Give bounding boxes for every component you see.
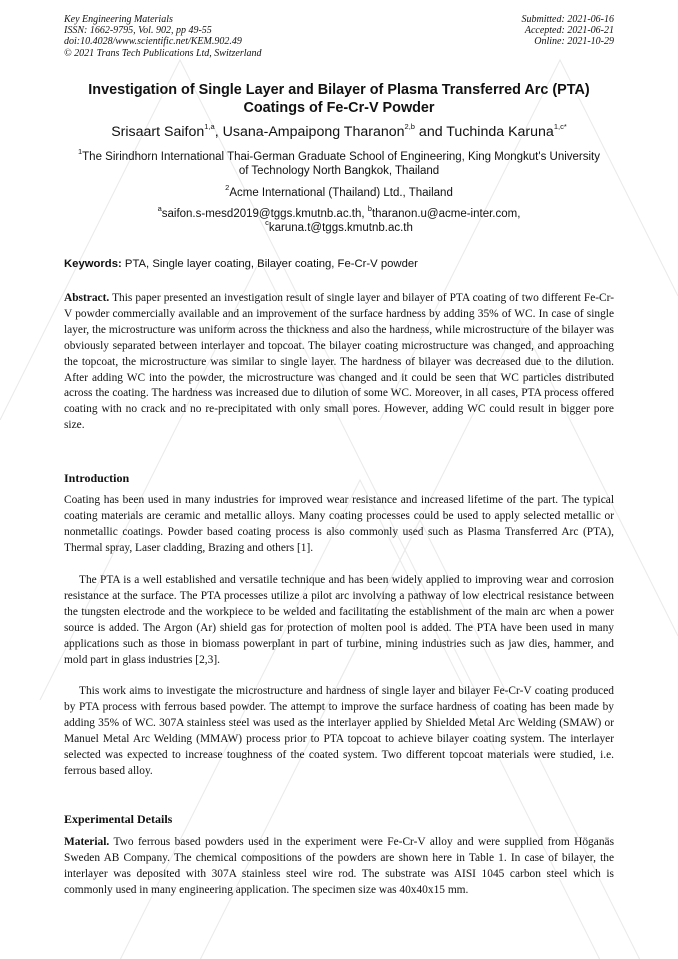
keywords bbox=[64, 257, 614, 271]
author-name: Usana-Ampaipong Tharanon bbox=[222, 124, 405, 140]
affiliation-1 bbox=[74, 147, 604, 178]
author-separator: , bbox=[214, 124, 223, 140]
journal-header bbox=[64, 14, 364, 59]
keywords-label: Keywords: bbox=[64, 258, 122, 270]
author-name: Srisaart Saifon bbox=[111, 124, 205, 140]
doi-link[interactable]: doi:10.4028/www.scientific.net/KEM.902.49 bbox=[64, 36, 242, 48]
author-and: and bbox=[414, 124, 447, 140]
email-link[interactable]: tharanon.u@acme-inter.com, bbox=[371, 208, 521, 220]
email-link[interactable]: karuna.t@tggs.kmutnb.ac.th bbox=[268, 222, 413, 234]
introduction-heading: Introduction bbox=[64, 471, 130, 485]
abstract-label: Abstract. bbox=[64, 292, 110, 304]
email-sup: a bbox=[157, 204, 162, 214]
issn-line: ISSN: 1662-9795, Vol. 902, pp 49-55 bbox=[64, 25, 212, 37]
material-label: Material. bbox=[64, 836, 110, 848]
author-sup: 2,b bbox=[404, 122, 415, 132]
journal-name: Key Engineering Materials bbox=[64, 14, 173, 25]
accepted-date: Accepted: 2021-06-21 bbox=[524, 25, 614, 37]
intro-paragraph-1: Coating has been used in many industries for improved wear resistance and increased lifetime of the part. The typical coating materials are ceramic and metallic alloys. Many coating processes could be used to apply selected metallic or nonmetallic coatings. Powder based coating process is also commonly used such as Plasma Transferred Arc (PTA), Thermal spray, Laser cladding, Brazing and others [1]. bbox=[64, 494, 614, 554]
author-sup: 1,a bbox=[204, 122, 215, 132]
author-emails bbox=[74, 204, 604, 235]
email-sup: c bbox=[265, 218, 269, 228]
abstract bbox=[64, 291, 614, 434]
abstract-text: This paper presented an investigation result of single layer and bilayer of PTA coating of two different Fe-Cr-V powder commercially available and an improvement of the surface hardness by adding 35% of WC. In case of single layer, the microstructure was uniform across the thickness and also the hardness, while microstructure of the bilayer was obviously separated between interlayer and topcoat. The bilayer coating microstructure was changed, and approaching the topcoat, the microstructure was similar to single layer. The hardness of bilayer was decreased due to the dilution. After adding WC into the powder, the microstructure was changed and it could be seen that WC particles distributed across the coating. The hardness was increased due to dilution of some WC. Moreover, in all cases, PTA process offered coating with no crack and no re-precipitated with only small pores. However, adding WC could result in bigger pore size. bbox=[64, 292, 614, 432]
affiliation-text: The Sirindhorn International Thai-German Graduate School of Engineering, King Mongkut's University of Technology North Bangkok, Thailand bbox=[82, 151, 600, 177]
keywords-text: PTA, Single layer coating, Bilayer coating, Fe-Cr-V powder bbox=[121, 258, 418, 270]
author-list bbox=[64, 124, 614, 140]
email-link[interactable]: saifon.s-mesd2019@tggs.kmutnb.ac.th, bbox=[161, 208, 368, 220]
affiliation-text: Acme International (Thailand) Ltd., Thailand bbox=[229, 187, 453, 199]
affiliation-2 bbox=[74, 183, 604, 200]
intro-paragraph-3: This work aims to investigate the microstructure and hardness of single layer and bilayer Fe-Cr-V coating produced by PTA process with ferrous based powder. The attempt to improve the surface hardness of coating has been made by adding 35% of WC. 307A stainless steel was used as the interlayer applied by Shielded Metal Arc Welding (SMAW) or Manuel Metal Arc Welding (MMAW) process prior to PTA topcoat to achieve bilayer coating system. The interlayer selected was expected to increase toughness of the coated system. Two different topcoat materials were studied, i.e. ferrous based alloy. bbox=[64, 685, 614, 777]
copyright-line: © 2021 Trans Tech Publications Ltd, Switzerland bbox=[64, 47, 262, 59]
paper-title: Investigation of Single Layer and Bilayer of Plasma Transferred Arc (PTA) Coatings of Fe-Cr-V Powder bbox=[88, 82, 590, 116]
experimental-heading: Experimental Details bbox=[64, 812, 173, 826]
dates-header bbox=[414, 14, 614, 48]
material-text: Two ferrous based powders used in the experiment were Fe-Cr-V alloy and were supplied from Höganäs Sweden AB Company. The chemical compositions of the powders are shown here in Table 1. In case of bilayer, the interlayer was deposited with 307A stainless steel wire rod. The substrate was AISI 1045 carbon steel which is commonly used in many engineering application. The specimen size was 40x40x15 mm. bbox=[64, 836, 614, 896]
author-name: Tuchinda Karuna bbox=[446, 124, 554, 140]
author-sup: 1,c* bbox=[553, 122, 567, 132]
material-paragraph bbox=[64, 835, 614, 899]
affiliation-sup: 2 bbox=[225, 183, 230, 193]
submitted-date: Submitted: 2021-06-16 bbox=[521, 14, 614, 25]
intro-paragraph-2: The PTA is a well established and versatile technique and has been widely applied to improving wear and corrosion resistance at the surface. The PTA processes utilize a pilot arc involving a pathway of low electrical resistance between the tungsten electrode and the workpiece to be welded and facilitating the establishment of the main arc when a power source is added. The Argon (Ar) shield gas for protection of molten pool is added. The PTA have been used in many applications such as those in biomass powerplant in part of turbine, mining industries such as jaw dies, hammer, and mold part in glass industries [2,3]. bbox=[64, 574, 614, 666]
affiliation-sup: 1 bbox=[77, 147, 83, 157]
email-sup: b bbox=[367, 204, 372, 214]
online-date: Online: 2021-10-29 bbox=[534, 36, 614, 48]
